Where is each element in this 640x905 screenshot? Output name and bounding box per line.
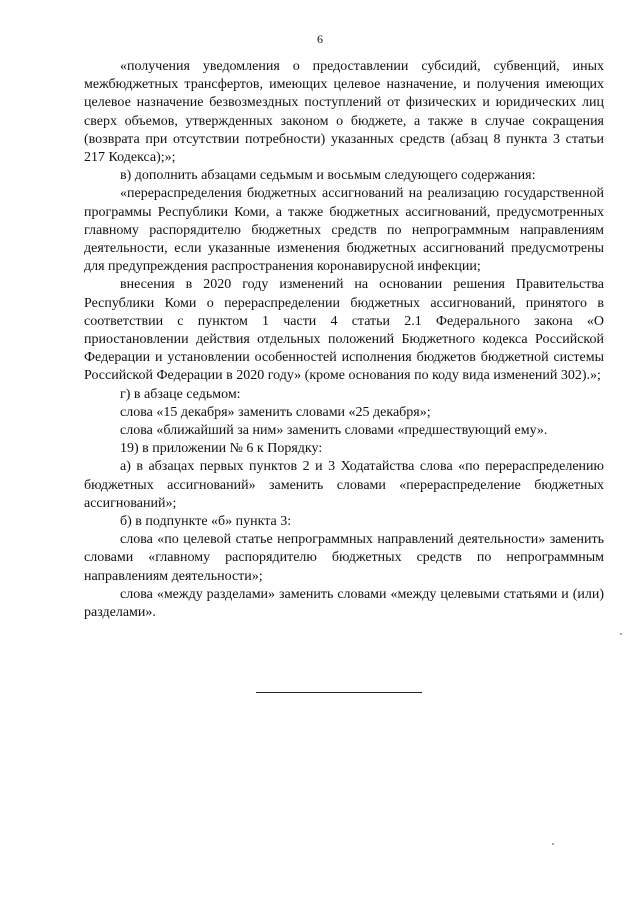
paragraph-5: г) в абзаце седьмом: <box>120 386 241 402</box>
paragraph-11: слова «по целевой статье непрограммных направлений деятельности» заменить словами «главному распорядителю бюджетных средств по непрограммным направлениям деятельности»; <box>84 532 604 584</box>
closing-divider <box>256 692 422 693</box>
paragraph-10: б) в подпункте «б» пункта 3: <box>120 514 292 530</box>
scan-speck <box>552 843 554 845</box>
scan-speck <box>620 633 622 635</box>
paragraph-12: слова «между разделами» заменить словами «между целевыми статьями и (или) разделами». <box>84 586 604 621</box>
document-body <box>84 58 604 622</box>
paragraph-3: «перераспределения бюджетных ассигнований на реализацию государственной программы Республики Коми, а также бюджетных ассигнований, предусмотренных главному распорядителю бюджетных средств по непрограммным направлениям деятельности, если указанные изменения бюджетных ассигнований предусмотрены для предупреждения распространения коронавирусной инфекции; <box>84 186 604 275</box>
paragraph-7: слова «ближайший за ним» заменить словами «предшествующий ему». <box>120 423 548 439</box>
paragraph-9: а) в абзацах первых пунктов 2 и 3 Ходатайства слова «по перераспределению бюджетных ассигнований» заменить словами «перераспределение бюджетных ассигнований»; <box>84 459 604 511</box>
paragraph-4: внесения в 2020 году изменений на основании решения Правительства Республики Коми о перераспределении бюджетных ассигнований, принятого в соответствии с пунктом 1 части 4 статьи 2.1 Федерального закона «О приостановлении действия отдельных положений Бюджетного кодекса Российской Федерации и установлении особенностей исполнения бюджетов бюджетной системы Российской Федерации в 2020 году» (кроме основания по коду вида изменений 302).»; <box>84 277 604 384</box>
paragraph-8: 19) в приложении № 6 к Порядку: <box>120 441 323 457</box>
paragraph-6: слова «15 декабря» заменить словами «25 декабря»; <box>120 404 431 420</box>
paragraph-2: в) дополнить абзацами седьмым и восьмым следующего содержания: <box>120 168 536 184</box>
page-number: 6 <box>317 32 323 46</box>
paragraph-1: «получения уведомления о предоставлении субсидий, субвенций, иных межбюджетных трансфертов, имеющих целевое назначение, и получения имеющих целевое назначение безвозмездных поступлений от физических и юридических лиц сверх объемов, утвержденных законом о бюджете, а также в случае сокращения (возврата при отсутствии потребности) указанных средств (абзац 8 пункта 3 статьи 217 Кодекса);»; <box>84 59 604 166</box>
